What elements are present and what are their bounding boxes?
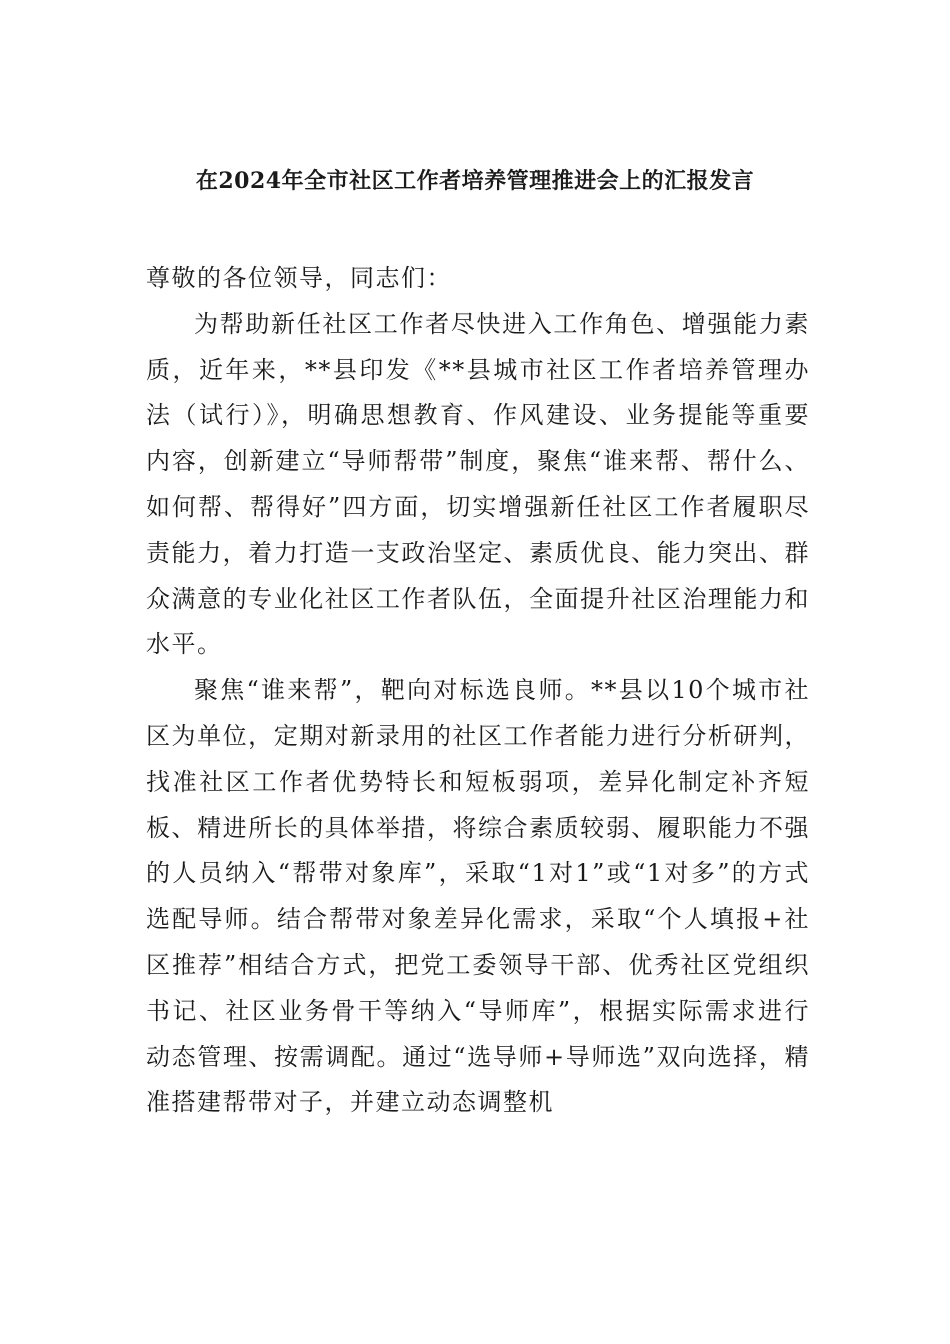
document-title: 在2024年全市社区工作者培养管理推进会上的汇报发言: [195, 168, 755, 194]
salutation: 尊敬的各位领导，同志们：: [146, 264, 452, 292]
paragraph-intro: 为帮助新任社区工作者尽快进入工作角色、增强能力素质，近年来，**县印发《**县城市社区工作者培养管理办法（试行）》，明确思想教育、作风建设、业务提能等重要内容，创新建立“导师帮带”制度，聚焦“谁来帮、帮什么、如何帮、帮得好”四方面，切实增强新任社区工作者履职尽责能力，着力打造一支政治坚定、素质优良、能力突出、群众满意的专业化社区工作者队伍，全面提升社区治理能力和水平。: [146, 309, 810, 659]
document-body: [146, 256, 810, 1126]
paragraph-who-helps: 聚焦“谁来帮”，靶向对标选良师。**县以10个城市社区为单位，定期对新录用的社区工作者能力进行分析研判，找准社区工作者优势特长和短板弱项，差异化制定补齐短板、精进所长的具体举措，将综合素质较弱、履职能力不强的人员纳入“帮带对象库”，采取“1对1”或“1对多”的方式选配导师。结合帮带对象差异化需求，采取“个人填报+社区推荐”相结合方式，把党工委领导干部、优秀社区党组织书记、社区业务骨干等纳入“导师库”，根据实际需求进行动态管理、按需调配。通过“选导师+导师选”双向选择，精准搭建帮带对子，并建立动态调整机: [146, 676, 810, 1117]
